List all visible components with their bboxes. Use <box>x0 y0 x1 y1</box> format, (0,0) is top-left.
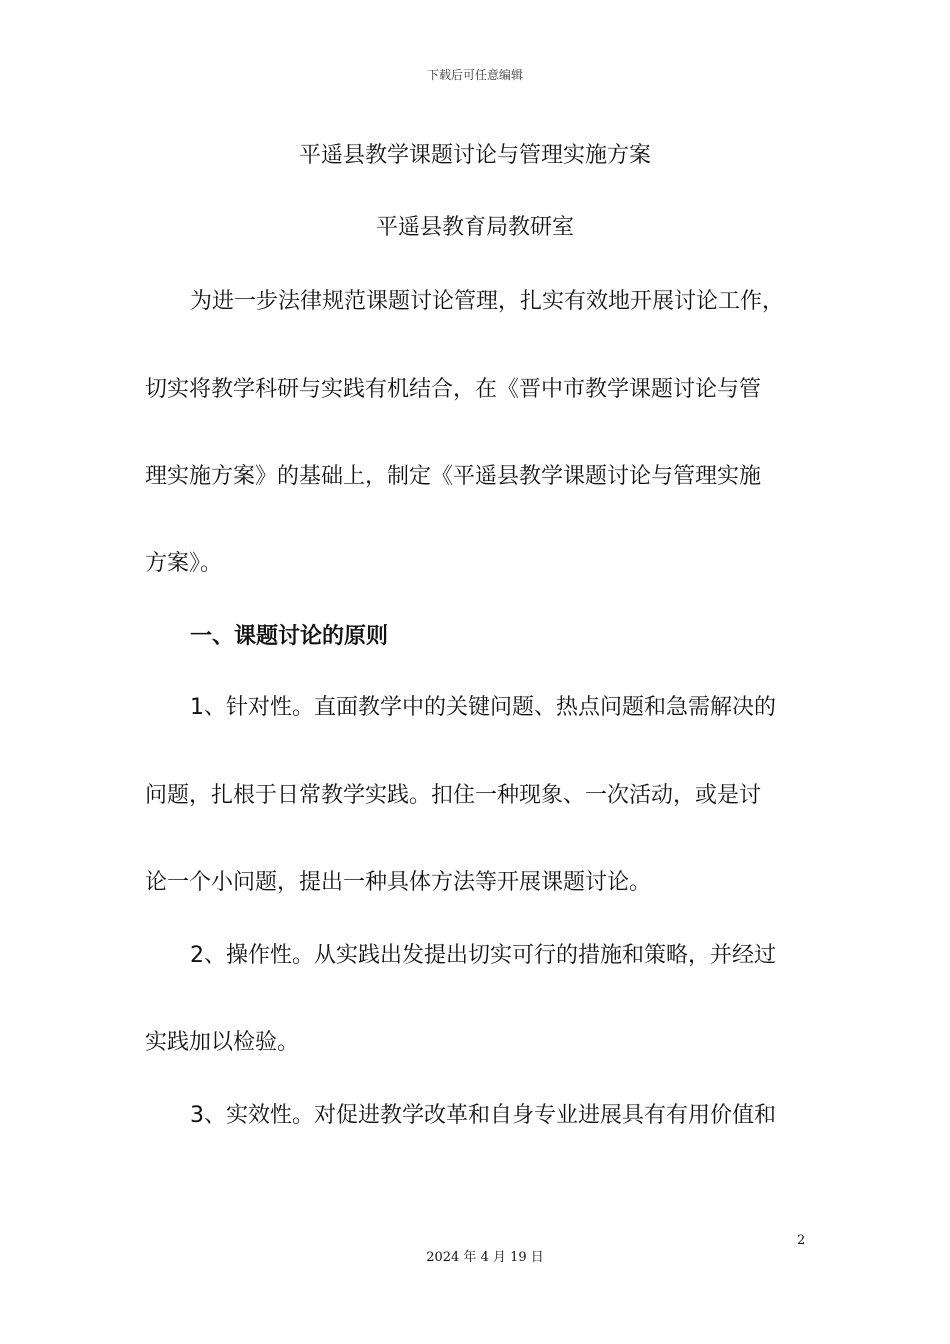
section-heading: 一、课题讨论的原则 <box>190 624 389 649</box>
paragraph-line: 3、实效性。对促进教学改革和自身专业进展具有有用价值和 <box>190 1103 776 1128</box>
paragraph-line: 问题，扎根于日常教学实践。扣住一种现象、一次活动，或是讨 <box>145 783 762 808</box>
paragraph-line: 1、针对性。直面教学中的关键问题、热点问题和急需解决的 <box>190 695 776 720</box>
paragraph-line: 方案》。 <box>145 551 223 576</box>
footer-date: 2024 年 4 月 19 日 <box>426 1250 544 1265</box>
page-number: 2 <box>797 1233 806 1248</box>
page-header: 下载后可任意编辑 <box>426 68 523 82</box>
paragraph-line: 2、操作性。从实践出发提出切实可行的措施和策略，并经过 <box>190 943 776 968</box>
document-title: 平遥县教学课题讨论与管理实施方案 <box>298 143 651 168</box>
paragraph-line: 理实施方案》的基础上，制定《平遥县教学课题讨论与管理实施 <box>145 464 762 489</box>
paragraph-line: 切实将教学科研与实践有机结合，在《晋中市教学课题讨论与管 <box>145 377 762 402</box>
document-author: 平遥县教育局教研室 <box>375 215 574 240</box>
paragraph-line: 论一个小问题，提出一种具体方法等开展课题讨论。 <box>145 870 652 895</box>
paragraph-line: 实践加以检验。 <box>145 1030 300 1055</box>
paragraph-line: 为进一步法律规范课题讨论管理，扎实有效地开展讨论工作， <box>190 289 785 314</box>
